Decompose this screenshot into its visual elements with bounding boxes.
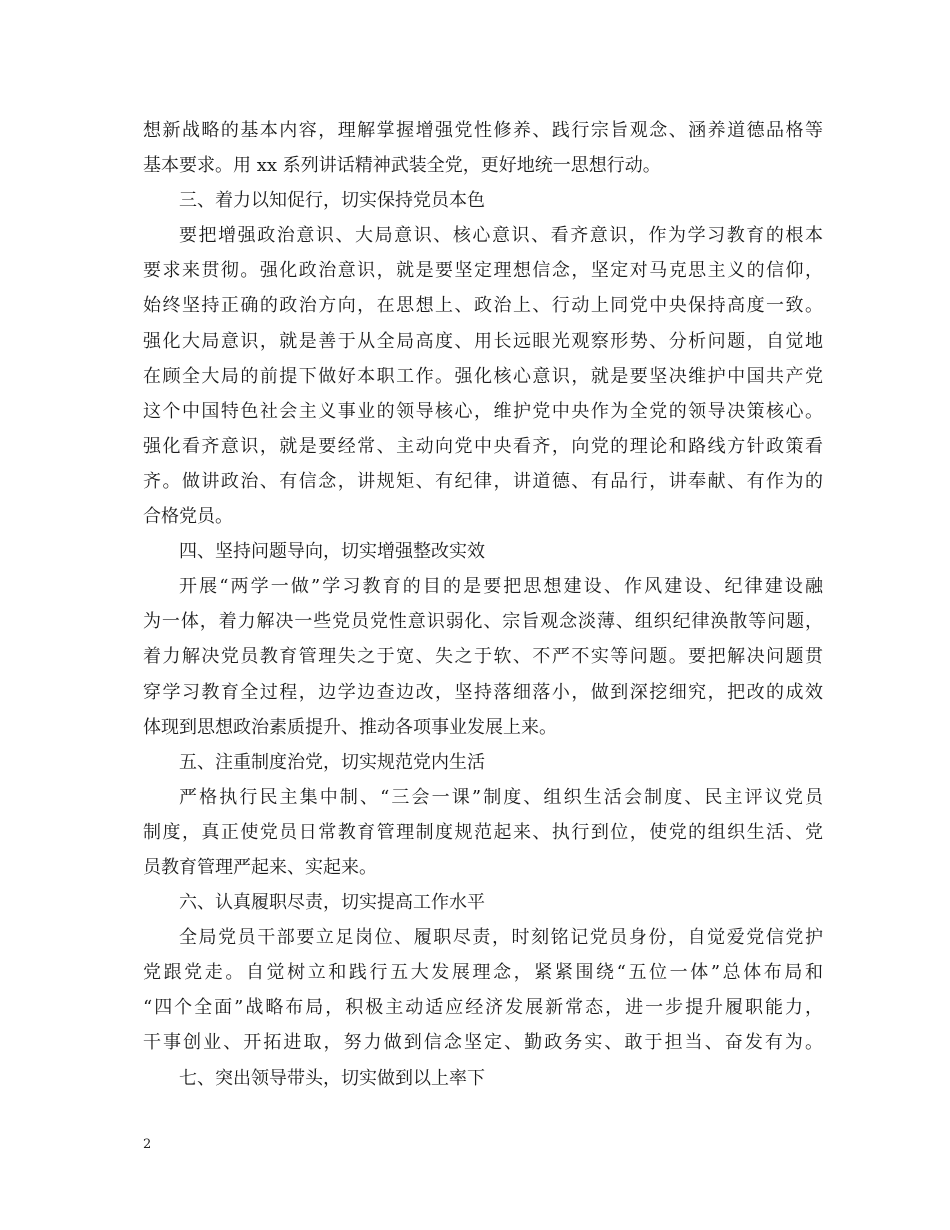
text-line: 要把增强政治意识、大局意识、核心意识、看齐意识，作为学习教育的根本 xyxy=(179,225,823,247)
text-line: 干事创业、开拓进取，努力做到信念坚定、勤政务实、敢于担当、奋发有为。 xyxy=(143,1032,823,1054)
text-line: 严格执行民主集中制、“三会一课”制度、组织生活会制度、民主评议党员 xyxy=(179,786,823,808)
text-line: 在顾全大局的前提下做好本职工作。强化核心意识，就是要坚决维护中国共产党 xyxy=(143,365,823,387)
text-line: 开展“两学一做”学习教育的目的是要把思想建设、作风建设、纪律建设融 xyxy=(179,576,823,598)
text-line: 为一体，着力解决一些党员党性意识弱化、宗旨观念淡薄、组织纪律涣散等问题， xyxy=(143,611,823,633)
text-line: “四个全面”战略布局，积极主动适应经济发展新常态，进一步提升履职能力， xyxy=(143,997,823,1019)
text-line: 制度，真正使党员日常教育管理制度规范起来、执行到位，使党的组织生活、党 xyxy=(143,821,823,843)
text-line: 三、着力以知促行，切实保持党员本色 xyxy=(179,190,485,212)
text-line: 员教育管理严起来、实起来。 xyxy=(143,856,377,878)
text-line: 五、注重制度治党，切实规范党内生活 xyxy=(179,751,485,773)
text-line: 要求来贯彻。强化政治意识，就是要坚定理想信念，坚定对马克思主义的信仰， xyxy=(143,260,823,282)
text-line: 全局党员干部要立足岗位、履职尽责，时刻铭记党员身份，自觉爱党信党护 xyxy=(179,927,823,949)
text-line: 强化看齐意识，就是要经常、主动向党中央看齐，向党的理论和路线方针政策看 xyxy=(143,435,823,457)
text-line: 四、坚持问题导向，切实增强整改实效 xyxy=(179,541,485,563)
text-line: 齐。做讲政治、有信念，讲规矩、有纪律，讲道德、有品行，讲奉献、有作为的 xyxy=(143,470,823,492)
text-line: 体现到思想政治素质提升、推动各项事业发展上来。 xyxy=(143,716,557,738)
page-number: 2 xyxy=(143,1137,152,1152)
text-line: 党跟党走。自觉树立和践行五大发展理念，紧紧围绕“五位一体”总体布局和 xyxy=(143,962,823,984)
text-line: 着力解决党员教育管理失之于宽、失之于软、不严不实等问题。要把解决问题贯 xyxy=(143,646,823,668)
text-line: 七、突出领导带头，切实做到以上率下 xyxy=(179,1067,485,1089)
text-line: 六、认真履职尽责，切实提高工作水平 xyxy=(179,892,485,914)
text-line: 基本要求。用 xx 系列讲话精神武装全党，更好地统一思想行动。 xyxy=(143,155,661,177)
text-line: 合格党员。 xyxy=(143,506,233,528)
text-line: 这个中国特色社会主义事业的领导核心，维护党中央作为全党的领导决策核心。 xyxy=(143,400,823,422)
text-line: 始终坚持正确的政治方向，在思想上、政治上、行动上同党中央保持高度一致。 xyxy=(143,295,823,317)
text-line: 穿学习教育全过程，边学边查边改，坚持落细落小，做到深挖细究，把改的成效 xyxy=(143,681,823,703)
document-body xyxy=(143,113,823,1096)
text-line: 强化大局意识，就是善于从全局高度、用长远眼光观察形势、分析问题，自觉地 xyxy=(143,330,823,352)
text-line: 想新战略的基本内容，理解掌握增强党性修养、践行宗旨观念、涵养道德品格等 xyxy=(143,120,823,141)
